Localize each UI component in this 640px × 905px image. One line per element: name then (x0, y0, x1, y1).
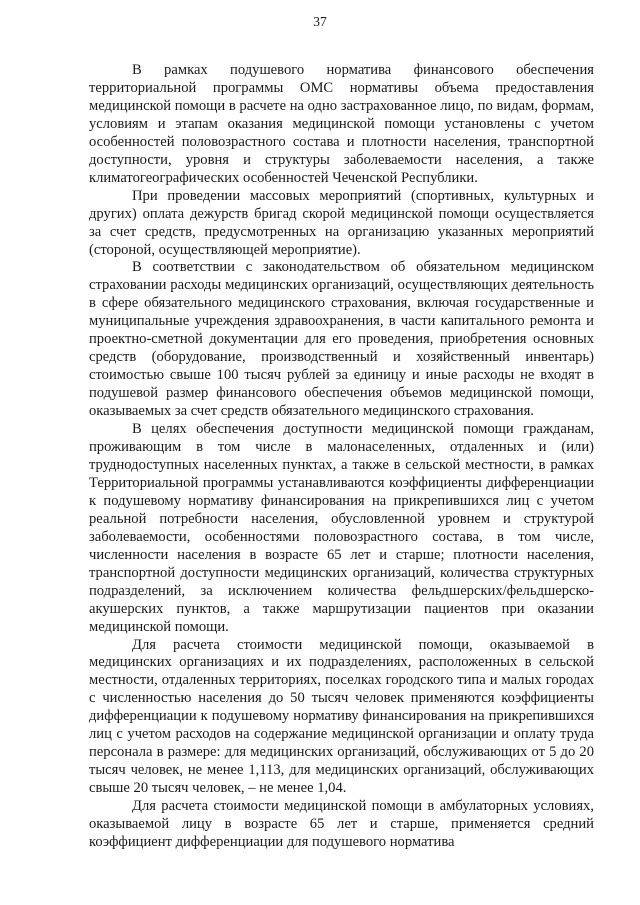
paragraph-rural-coefficients: Для расчета стоимости медицинской помощи, оказываемой в медицинских организациях и их подразделениях, расположенных в сельской местности, отдаленных территориях, поселках городского типа и малых городах с численностью населения до 50 тысяч человек применяются коэффициенты дифференциации к подушевому нормативу финансирования на прикрепившихся лиц с учетом расходов на содержание медицинской организации и оплату труда персонала в размере: для медицинских организаций, обслуживающих от 5 до 20 тысяч человек, не менее 1,113, для медицинских организаций, обслуживающих свыше 20 тысяч человек, – не менее 1,04. (89, 636, 594, 797)
paragraph-elderly-coefficient: Для расчета стоимости медицинской помощи в амбулаторных условиях, оказываемой лицу в возрасте 65 лет и старше, применяется средний коэффициент дифференциации для подушевого норматива (89, 798, 594, 850)
paragraph-per-capita-norms: В рамках подушевого норматива финансового обеспечения территориальной программы ОМС нормативы объема предоставления медицинской помощи в расчете на одно застрахованное лицо, по видам, формам, условиям и этапам оказания медицинской помощи установлены с учетом особенностей половозрастного состава и плотности населения, транспортной доступности, уровня и структуры заболеваемости населения, а также климатогеографических особенностей Чеченской Республики. (89, 62, 594, 186)
paragraph-accessibility-coefficients: В целях обеспечения доступности медицинской помощи гражданам, проживающим в том числе в малонаселенных, отдаленных и (или) труднодоступных населенных пунктах, а также в сельской местности, в рамках Территориальной программы устанавливаются коэффициенты дифференциации к подушевому нормативу финансирования на прикрепившихся лиц с учетом реальной потребности населения, обусловленной уровнем и структурой заболеваемости, особенностями половозрастного состава, в том числе, численности населения в возрасте 65 лет и старше; плотности населения, транспортной доступности медицинских организаций, количества структурных подразделений, за исключением количества фельдшерских/фельдшерско-акушерских пунктов, а также маршрутизации пациентов при оказании медицинской помощи. (89, 421, 594, 635)
paragraph-excluded-expenses: В соответствии с законодательством об обязательном медицинском страховании расходы медицинских организаций, осуществляющих деятельность в сфере обязательного медицинского страхования, включая государственные и муниципальные учреждения здравоохранения, в части капитального ремонта и проектно-сметной документации для его проведения, приобретения основных средств (оборудование, производственный и хозяйственный инвентарь) стоимостью свыше 100 тысяч рублей за единицу и иные расходы не входят в подушевой размер финансового обеспечения объемов медицинской помощи, оказываемых за счет средств обязательного медицинского страхования. (89, 259, 594, 420)
document-body (89, 62, 594, 852)
paragraph-mass-events: При проведении массовых мероприятий (спортивных, культурных и других) оплата дежурств бригад скорой медицинской помощи осуществляется за счет средств, предусмотренных на организацию указанных мероприятий (стороной, осуществляющей мероприятие). (89, 187, 594, 258)
page-number: 37 (313, 14, 327, 29)
